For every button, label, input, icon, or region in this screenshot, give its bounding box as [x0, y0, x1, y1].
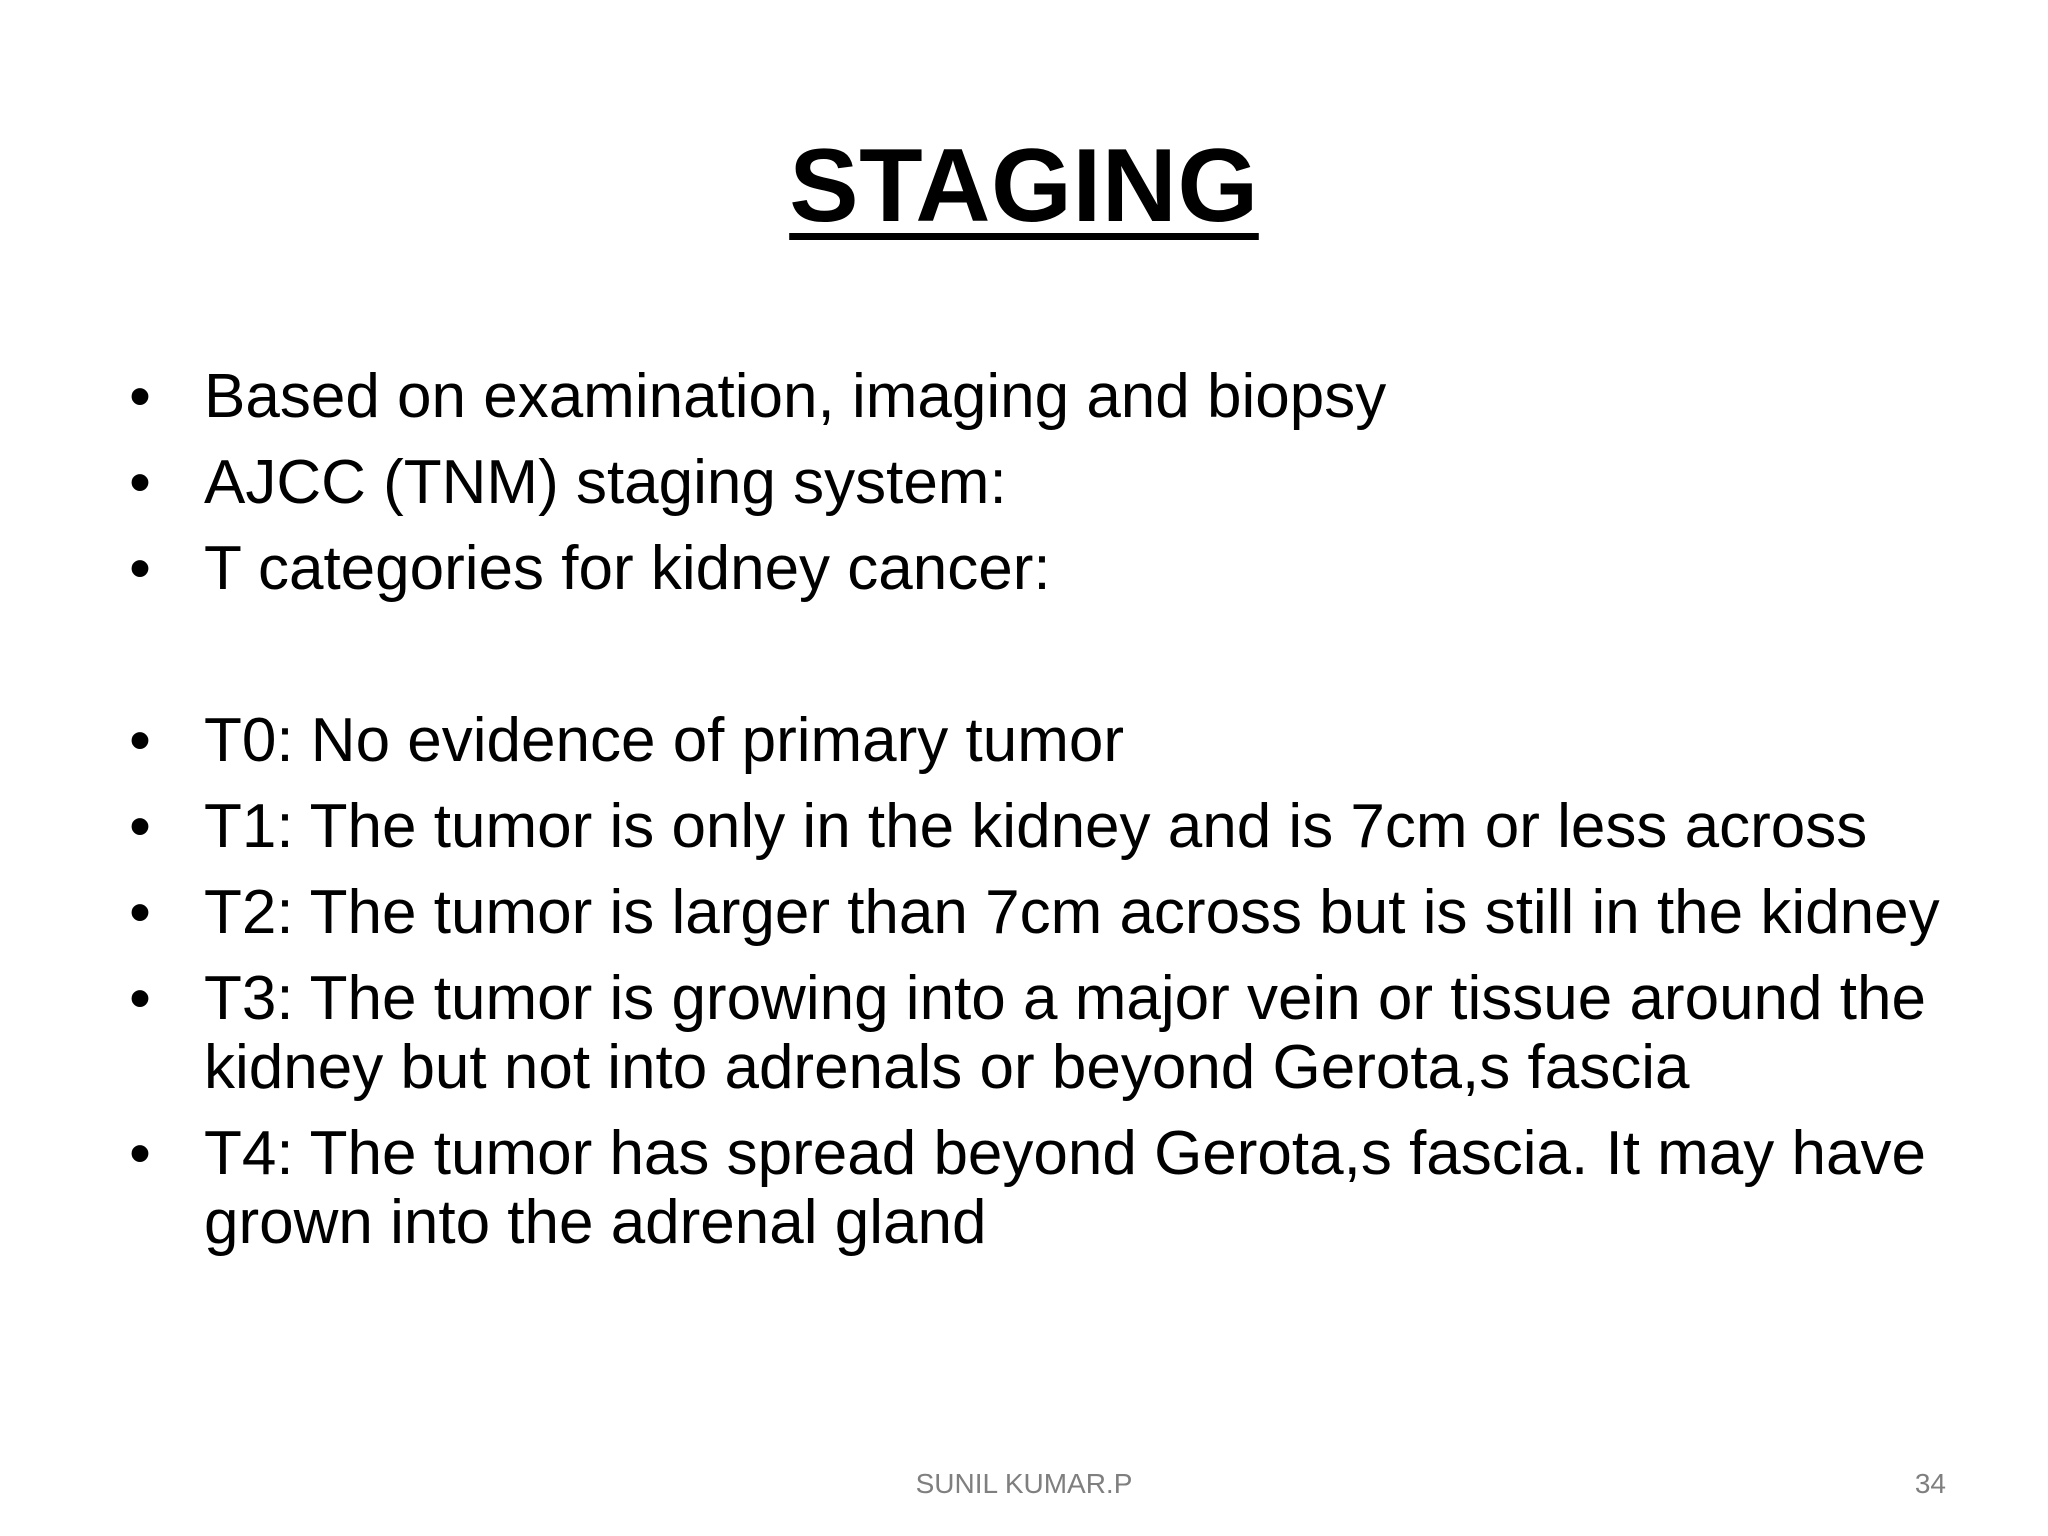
bullet-dot-icon: • — [129, 964, 151, 1033]
bullet-dot-icon: • — [129, 1119, 151, 1188]
bullet-text: T2: The tumor is larger than 7cm across but is still in the kidney — [204, 878, 1940, 947]
bullet-dot-icon: • — [129, 534, 151, 603]
bullet-text: T1: The tumor is only in the kidney and is 7cm or less across — [204, 792, 1868, 861]
bullet-text: T4: The tumor has spread beyond Gerota,s fascia. It may have grown into the adrenal gland — [204, 1119, 1926, 1257]
bullet-text: T0: No evidence of primary tumor — [204, 706, 1125, 775]
bullet-item — [120, 448, 1980, 517]
bullet-dot-icon: • — [129, 448, 151, 517]
bullet-list — [120, 362, 1980, 1274]
bullet-dot-icon: • — [129, 792, 151, 861]
bullet-item — [120, 878, 1980, 947]
bullet-item — [120, 706, 1980, 775]
bullet-text: T categories for kidney cancer: — [204, 534, 1051, 603]
bullet-item — [120, 792, 1980, 861]
bullet-dot-icon: • — [129, 706, 151, 775]
bullet-item — [120, 1119, 1980, 1257]
bullet-spacer — [120, 620, 1980, 706]
bullet-item — [120, 534, 1980, 603]
bullet-text: Based on examination, imaging and biopsy — [204, 362, 1387, 431]
bullet-dot-icon: • — [129, 878, 151, 947]
bullet-text: AJCC (TNM) staging system: — [204, 448, 1007, 517]
slide-title — [0, 128, 2048, 244]
slide-title-text: STAGING — [789, 128, 1259, 244]
bullet-text: T3: The tumor is growing into a major vein or tissue around the kidney but not into adrenals or beyond Gerota,s fascia — [204, 964, 1926, 1102]
footer-author: SUNIL KUMAR.P — [915, 1468, 1133, 1499]
bullet-item — [120, 964, 1980, 1102]
page-number: 34 — [1914, 1468, 1946, 1499]
bullet-item — [120, 362, 1980, 431]
bullet-dot-icon: • — [129, 362, 151, 431]
